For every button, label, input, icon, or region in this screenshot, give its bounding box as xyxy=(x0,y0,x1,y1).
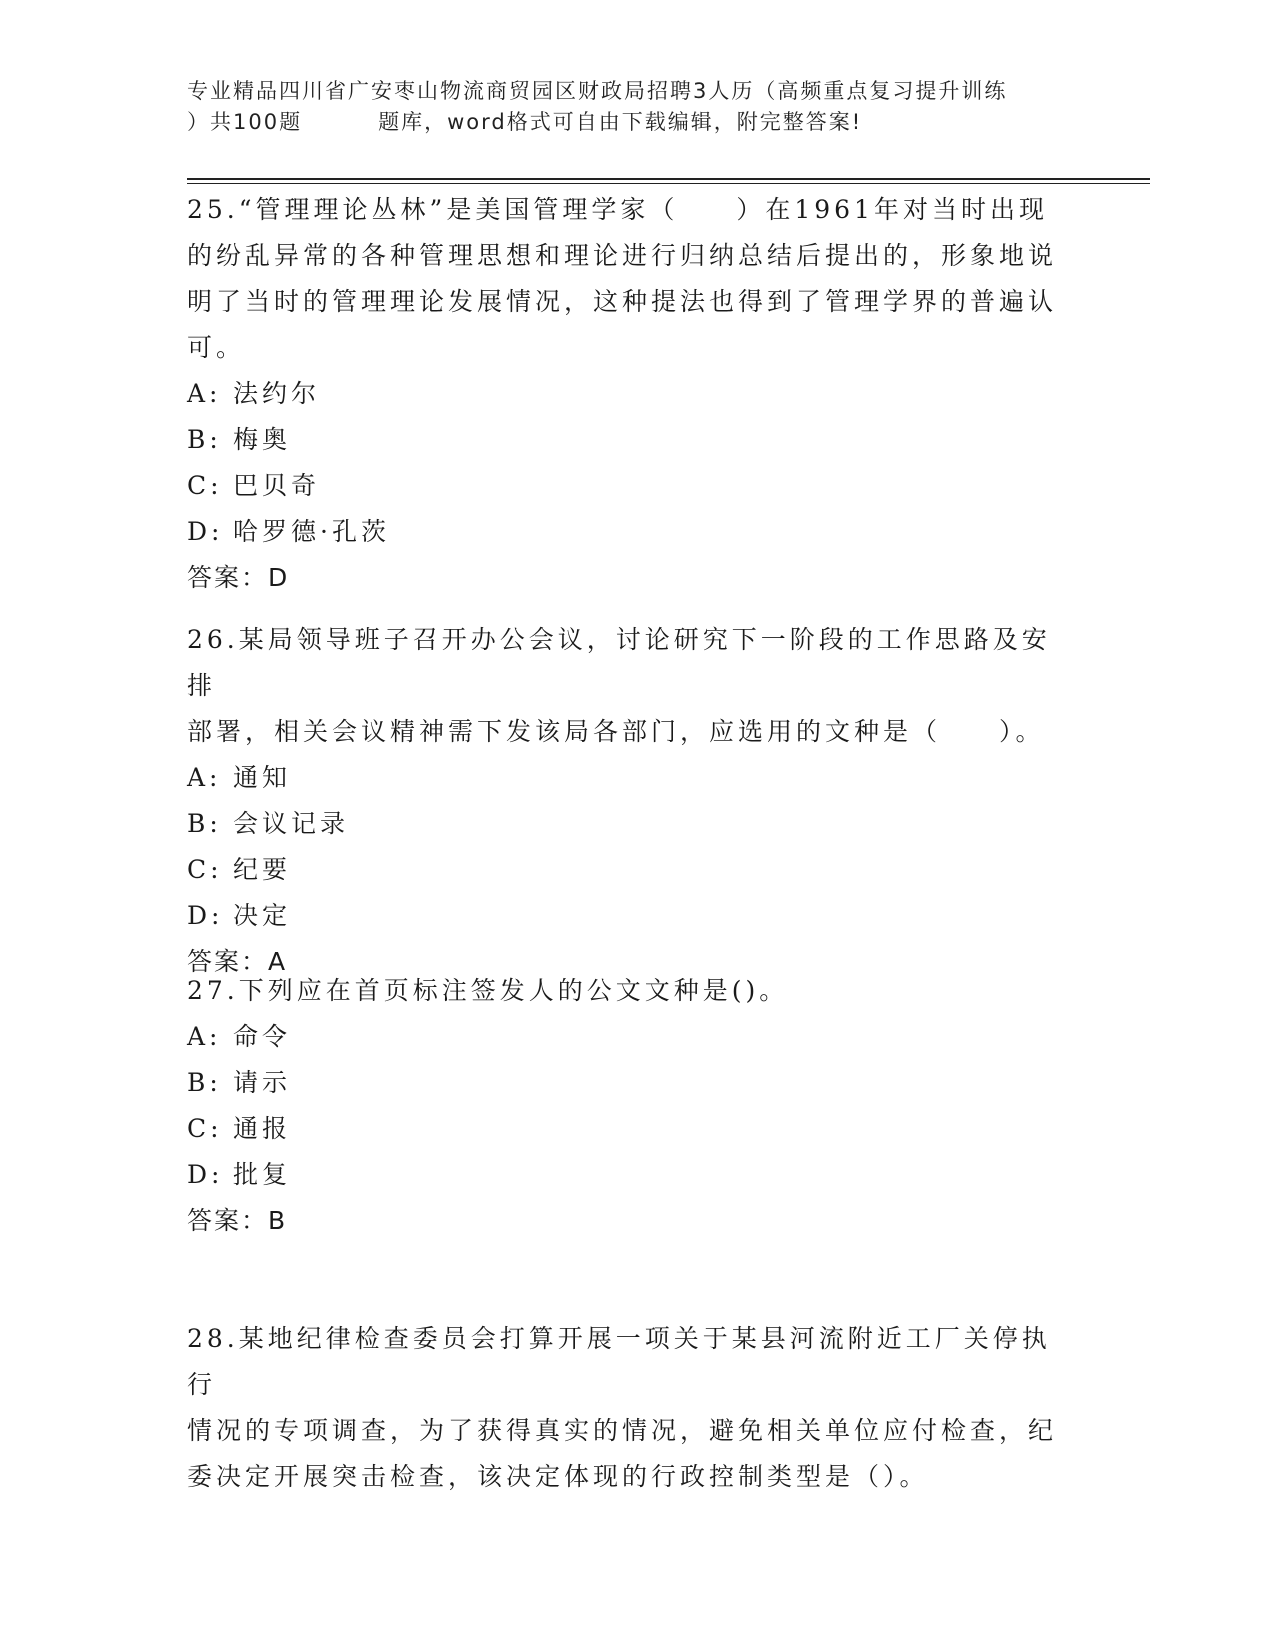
header-line-1: 专业精品四川省广安枣山物流商贸园区财政局招聘3人历（高频重点复习提升训练 xyxy=(187,79,1008,103)
option-text: 会议记录 xyxy=(233,809,350,838)
header-divider-thin xyxy=(187,183,1150,184)
option-a xyxy=(187,1014,1067,1060)
option-text: 请示 xyxy=(233,1068,292,1097)
option-key: B: xyxy=(187,425,222,454)
header-line-2-right: 题库，word格式可自由下载编辑，附完整答案! xyxy=(378,110,863,134)
option-b xyxy=(187,417,1067,463)
option-a xyxy=(187,371,1067,417)
option-b xyxy=(187,1060,1067,1106)
option-b xyxy=(187,801,1067,847)
option-d xyxy=(187,1152,1067,1198)
option-text: 法约尔 xyxy=(233,379,321,408)
question-stem-line: 27.下列应在首页标注签发人的公文文种是()。 xyxy=(187,976,789,1005)
answer-line: 答案：A xyxy=(187,947,288,976)
option-text: 决定 xyxy=(233,901,292,930)
option-key: A: xyxy=(187,763,222,792)
option-key: D: xyxy=(187,517,224,546)
option-text: 命令 xyxy=(233,1022,292,1051)
page-header xyxy=(187,76,1097,138)
option-key: D: xyxy=(187,901,224,930)
option-text: 批复 xyxy=(233,1160,292,1189)
question-stem-line: 的纷乱异常的各种管理思想和理论进行归纳总结后提出的，形象地说 xyxy=(187,241,1058,270)
answer-line: 答案：B xyxy=(187,1206,288,1235)
option-key: C: xyxy=(187,855,223,884)
header-divider-thick xyxy=(187,178,1150,180)
question-stem-line: 明了当时的管理理论发展情况，这种提法也得到了管理学界的普遍认 xyxy=(187,287,1058,316)
question-27 xyxy=(187,968,1067,1244)
question-stem-line: 情况的专项调查，为了获得真实的情况，避免相关单位应付检查，纪 xyxy=(187,1416,1058,1445)
option-c xyxy=(187,463,1067,509)
option-a xyxy=(187,755,1067,801)
question-stem-line: 可。 xyxy=(187,333,246,362)
question-28 xyxy=(187,1316,1067,1500)
option-text: 通知 xyxy=(233,763,292,792)
option-key: A: xyxy=(187,1022,222,1051)
option-c xyxy=(187,1106,1067,1152)
question-stem-line: 28.某地纪律检查委员会打算开展一项关于某县河流附近工厂关停执行 xyxy=(187,1324,1051,1399)
option-key: C: xyxy=(187,1114,223,1143)
question-stem-line: 部署，相关会议精神需下发该局各部门，应选用的文种是（ ）。 xyxy=(187,717,1045,746)
question-stem-line: 26.某局领导班子召开办公会议，讨论研究下一阶段的工作思路及安排 xyxy=(187,625,1051,700)
option-text: 哈罗德·孔茨 xyxy=(233,517,390,546)
option-text: 纪要 xyxy=(233,855,292,884)
header-line-2 xyxy=(187,107,1097,138)
question-26 xyxy=(187,617,1067,985)
option-d xyxy=(187,893,1067,939)
answer-line: 答案：D xyxy=(187,563,290,592)
option-key: B: xyxy=(187,1068,222,1097)
header-line-2-left: ）共100题 xyxy=(187,110,303,134)
option-text: 通报 xyxy=(233,1114,292,1143)
question-25 xyxy=(187,187,1067,601)
option-key: D: xyxy=(187,1160,224,1189)
option-key: A: xyxy=(187,379,222,408)
option-text: 巴贝奇 xyxy=(233,471,321,500)
question-stem-line: 25.“管理理论丛林”是美国管理学家（ ）在1961年对当时出现 xyxy=(187,195,1048,224)
option-d xyxy=(187,509,1067,555)
option-text: 梅奥 xyxy=(233,425,292,454)
option-c xyxy=(187,847,1067,893)
option-key: B: xyxy=(187,809,222,838)
question-stem-line: 委决定开展突击检查，该决定体现的行政控制类型是（）。 xyxy=(187,1462,929,1491)
option-key: C: xyxy=(187,471,223,500)
